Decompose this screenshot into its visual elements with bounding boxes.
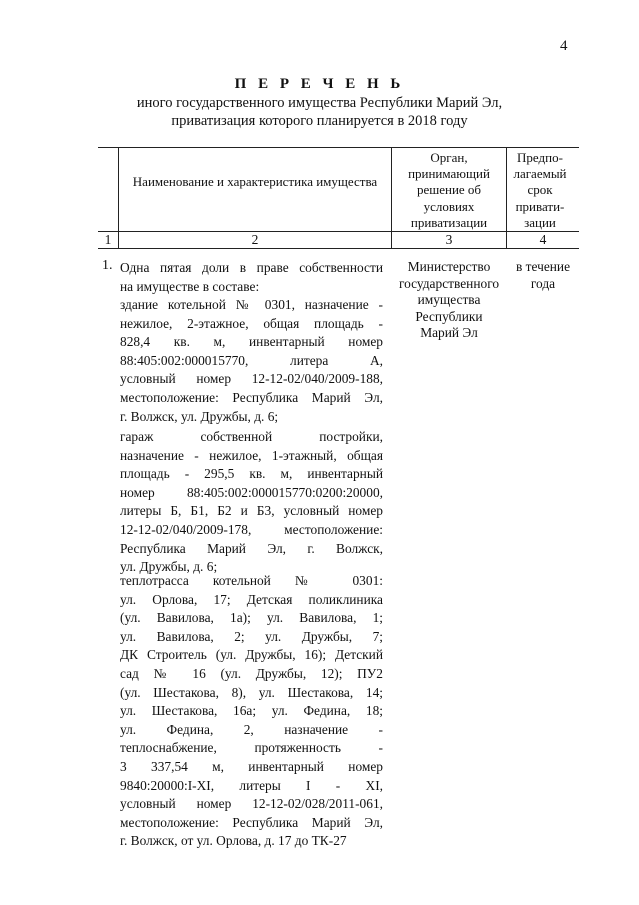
text-line: 828,4 кв. м, инвентарный номер: [120, 334, 383, 350]
text-line: государственного: [398, 275, 500, 291]
row-number: 1.: [102, 258, 113, 273]
property-heating-main: [120, 572, 383, 851]
text-line: ул. Шестакова, 16а; ул. Федина, 18;: [120, 703, 383, 719]
text-line: гараж собственной постройки,: [120, 429, 383, 444]
text-line: 12-12-02/040/2009-178, местоположение:: [120, 521, 383, 537]
text-line: местоположение: Республика Марий Эл,: [120, 814, 383, 830]
text-line: теплотрасса котельной № 0301:: [120, 573, 383, 588]
text-line: имущества: [417, 292, 481, 307]
text-line: литеры Б, Б1, Б2 и Б3, условный номер: [120, 503, 383, 519]
page-number: 4: [560, 38, 568, 54]
text-line: здание котельной № 0301, назначение -: [120, 297, 383, 312]
column-number-4: 4: [539, 232, 547, 247]
privatization-authority: [393, 259, 505, 342]
text-line: условный номер 12-12-02/028/2011-061,: [120, 796, 383, 812]
text-line: сад № 16 (ул. Дружбы, 12); ПУ2: [120, 665, 383, 681]
text-line: (ул. Шестакова, 8), ул. Шестакова, 14;: [120, 684, 383, 700]
text-line: номер 88:405:002:000015770:0200:20000,: [120, 484, 383, 500]
text-line: назначение - нежилое, 1-этажный, общая: [120, 447, 383, 463]
privatization-term: [508, 259, 578, 292]
text-line: в течение: [515, 259, 571, 274]
text-line: Марий Эл: [420, 325, 478, 340]
column-number-3: 3: [445, 232, 453, 247]
text-line: местоположение: Республика Марий Эл,: [120, 389, 383, 405]
text-line: ул. Орлова, 17; Детская поликлиника: [120, 591, 383, 607]
header-term: Предпо-лагаемый срок привати-зации: [513, 150, 567, 230]
text-line: ул. Вавилова, 2; ул. Дружбы, 7;: [120, 628, 383, 644]
text-line: ул. Дружбы, д. 6;: [120, 559, 218, 575]
property-garage: [120, 428, 383, 577]
text-line: г. Волжск, ул. Дружбы, д. 6;: [120, 408, 279, 424]
text-line: на имуществе в составе:: [120, 278, 260, 294]
property-boiler-house: [120, 296, 383, 426]
text-line: нежилое, 2-этажное, общая площадь -: [120, 315, 383, 331]
column-number-2: 2: [251, 232, 259, 247]
text-line: г. Волжск, от ул. Орлова, д. 17 до ТК-27: [120, 833, 347, 849]
text-line: площадь - 295,5 кв. м, инвентарный: [120, 466, 383, 482]
document-subtitle-line2: приватизация которого планируется в 2018 году: [171, 113, 468, 129]
text-line: ул. Федина, 2, назначение -: [120, 721, 383, 737]
text-line: Министерство: [407, 259, 491, 274]
property-intro: [120, 259, 383, 296]
header-property-name: Наименование и характеристика имущества: [132, 174, 378, 189]
text-line: 88:405:002:000015770, литера А,: [120, 352, 383, 368]
document-title: П Е Р Е Ч Е Н Ь: [234, 76, 405, 92]
header-authority: Орган, принимающий решение об условиях приватизации: [408, 150, 490, 230]
text-line: ДК Строитель (ул. Дружбы, 16); Детский: [120, 647, 383, 663]
text-line: условный номер 12-12-02/040/2009-188,: [120, 371, 383, 387]
document-subtitle-line1: иного государственного имущества Республики Марий Эл,: [136, 95, 503, 111]
text-line: теплоснабжение, протяженность -: [120, 740, 383, 756]
text-line: Одна пятая доли в праве собственности: [120, 260, 383, 275]
text-line: 3 337,54 м, инвентарный номер: [120, 758, 383, 774]
text-line: (ул. Вавилова, 1а); ул. Вавилова, 1;: [120, 610, 383, 626]
text-line: Республика Марий Эл, г. Волжск,: [120, 540, 383, 556]
text-line: Республики: [415, 308, 483, 324]
text-line: 9840:20000:I-XI, литеры I - XI,: [120, 777, 383, 793]
text-line: года: [530, 275, 556, 291]
column-number-1: 1: [104, 232, 112, 247]
